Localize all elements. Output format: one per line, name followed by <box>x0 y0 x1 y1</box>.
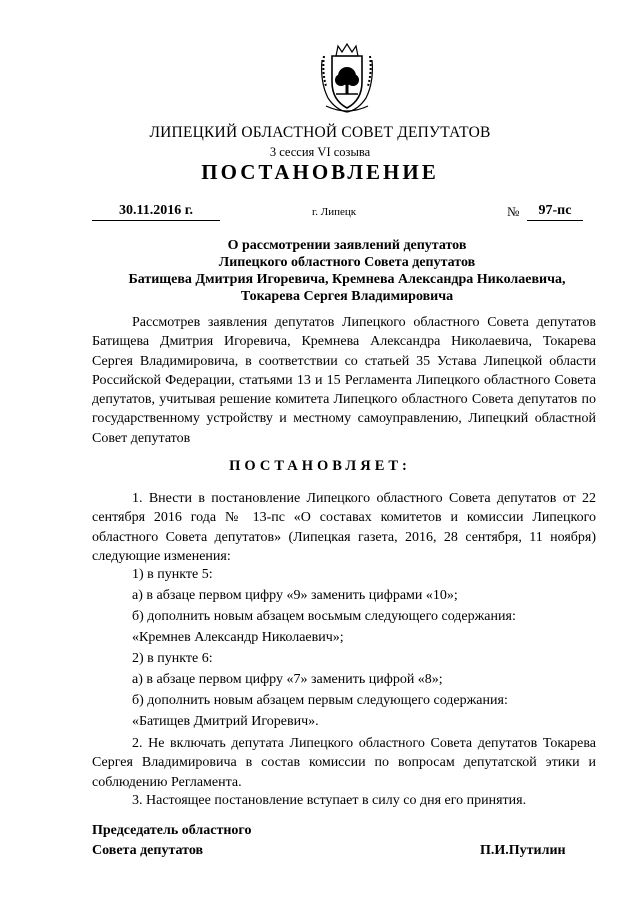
coat-of-arms-icon <box>318 42 376 114</box>
organization-name: ЛИПЕЦКИЙ ОБЛАСТНОЙ СОВЕТ ДЕПУТАТОВ <box>149 124 491 141</box>
document-number: 97-пс <box>527 203 583 221</box>
document-subject <box>92 237 602 305</box>
document-type: ПОСТАНОВЛЕНИЕ <box>201 160 439 184</box>
subject-line: Батищева Дмитрия Игоревича, Кремнева Александра Николаевича, <box>128 272 566 287</box>
subject-line: Липецкого областного Совета депутатов <box>218 255 476 270</box>
session-info: 3 сессия VI созыва <box>269 145 371 159</box>
document-city: г. Липецк <box>312 206 357 218</box>
list-item: «Кремнев Александр Николаевич»; <box>132 630 344 645</box>
document-date: 30.11.2016 г. <box>92 203 220 221</box>
list-item: «Батищев Дмитрий Игоревич». <box>132 714 319 729</box>
signatory-title: Совета депутатов <box>92 843 204 858</box>
list-item: 1) в пункте 5: <box>132 567 213 582</box>
list-item: а) в абзаце первом цифру «7» заменить цифрой «8»; <box>132 672 443 687</box>
item-3-paragraph: 3. Настоящее постановление вступает в силу со дня его принятия. <box>132 793 527 808</box>
number-label: № <box>507 204 520 219</box>
list-item: 2) в пункте 6: <box>132 651 213 666</box>
resolves-heading: ПОСТАНОВЛЯЕТ: <box>229 458 411 474</box>
signatory-name: П.И.Путилин <box>480 843 566 858</box>
signatory-title: Председатель областного <box>92 823 252 838</box>
subject-line: О рассмотрении заявлений депутатов <box>227 238 467 253</box>
list-item: б) дополнить новым абзацем восьмым следующего содержания: <box>132 609 516 624</box>
subject-line: Токарева Сергея Владимировича <box>240 289 454 304</box>
item-2-paragraph: 2. Не включать депутата Липецкого областного Совета депутатов Токарева Сергея Владимировича в состав комиссии по вопросам депутатской этики и соблюдению Регламента. <box>92 736 596 790</box>
item-1-paragraph: 1. Внести в постановление Липецкого областного Совета депутатов от 22 сентября 2016 года № 13-пс «О составах комитетов и комиссии Липецкого областного Совета депутатов» (Липецкая газета, 2016, 28 сентября, 11 ноября) следующие изменения: <box>92 491 596 564</box>
list-item: б) дополнить новым абзацем первым следующего содержания: <box>132 693 508 708</box>
preamble-paragraph: Рассмотрев заявления депутатов Липецкого областного Совета депутатов Батищева Дмитрия Игоревича, Кремнева Александра Николаевича, Токарева Сергея Владимировича, в соответствии со статьей 35 Устава Липецкой области Российской Федерации, статьями 13 и 15 Регламента Липецкого областного Совета депутатов, учитывая решение комитета Липецкого областного Совета депутатов по государственному устройству и местному самоуправлению, Липецкий областной Совет депутатов <box>92 315 596 446</box>
list-item: а) в абзаце первом цифру «9» заменить цифрами «10»; <box>132 588 458 603</box>
